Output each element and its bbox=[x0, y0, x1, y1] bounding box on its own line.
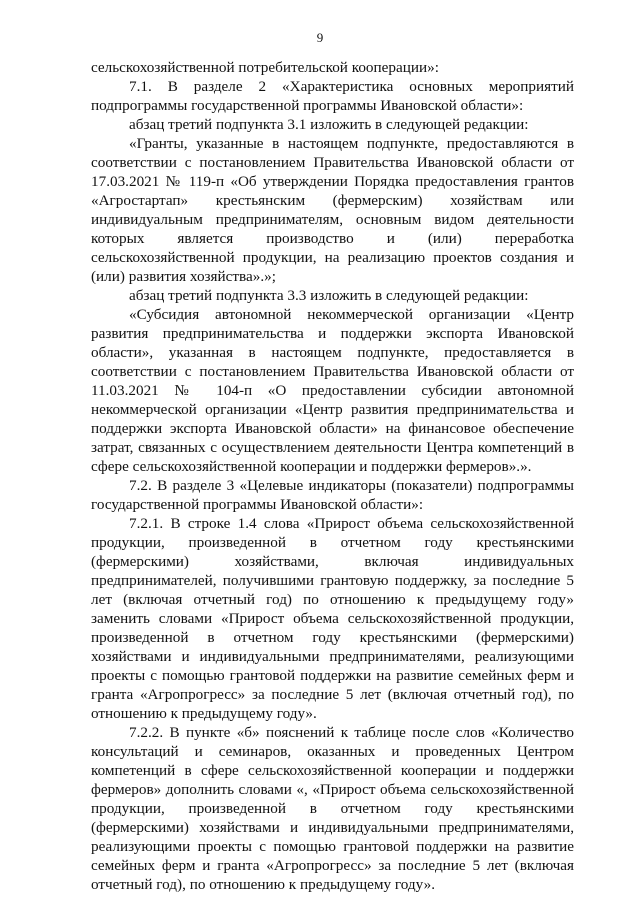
paragraph: 7.2.1. В строке 1.4 слова «Прирост объема сельскохозяйственной продукции, произведенной в отчетном году крестьянскими (фермерскими) хозяйствами, включая индивидуальных предпринимателей, получившими грантовую поддержку, за последние 5 лет (включая отчетный год) по отношению к предыдущему году» заменить словами «Прирост объема сельскохозяйственной продукции, произведенной в отчетном году крестьянскими (фермерскими) хозяйствами и индивидуальными предпринимателями, реализующими проекты с помощью грантовой поддержки на развитие семейных ферм и гранта «Агропрогресс» за последние 5 лет (включая отчетный год), по отношению к предыдущему году». bbox=[91, 515, 574, 722]
document-body bbox=[91, 58, 574, 894]
paragraph: «Субсидия автономной некоммерческой организации «Центр развития предпринимательства и поддержки экспорта Ивановской области», указанная в настоящем подпункте, предоставляется в соответствии с постановлением Правительства Ивановской области от 11.03.2021 № 104-п «О предоставлении субсидии автономной некоммерческой организации «Центр развития предпринимательства и поддержки экспорта Ивановской области» на финансовое обеспечение затрат, связанных с осуществлением деятельности Центра компетенций в сфере сельскохозяйственной кооперации и поддержки фермеров».». bbox=[91, 306, 574, 475]
paragraph: 7.1. В разделе 2 «Характеристика основных мероприятий подпрограммы государственной программы Ивановской области»: bbox=[91, 78, 574, 114]
paragraph: сельскохозяйственной потребительской кооперации»: bbox=[91, 59, 439, 76]
paragraph: 7.2.2. В пункте «б» пояснений к таблице после слов «Количество консультаций и семинаров, оказанных и проведенных Центром компетенций в сфере сельскохозяйственной кооперации и поддержки фермеров» дополнить словами «, «Прирост объема сельскохозяйственной продукции, произведенной в отчетном году крестьянскими (фермерскими) хозяйствами и индивидуальными предпринимателями, реализующими проекты с помощью грантовой поддержки на развитие семейных ферм и гранта «Агропрогресс» за последние 5 лет (включая отчетный год), по отношению к предыдущему году». bbox=[91, 724, 574, 893]
paragraph: абзац третий подпункта 3.3 изложить в следующей редакции: bbox=[129, 287, 529, 304]
paragraph: абзац третий подпункта 3.1 изложить в следующей редакции: bbox=[129, 116, 529, 133]
page-number: 9 bbox=[316, 30, 324, 45]
paragraph: «Гранты, указанные в настоящем подпункте, предоставляются в соответствии с постановлением Правительства Ивановской области от 17.03.2021 № 119-п «Об утверждении Порядка предоставления грантов «Агростартап» крестьянским (фермерским) хозяйствам или индивидуальным предпринимателям, основным видом деятельности которых является производство и (или) переработка сельскохозяйственной продукции, на реализацию проектов создания и (или) развития хозяйства».»; bbox=[91, 135, 574, 285]
paragraph: 7.2. В разделе 3 «Целевые индикаторы (показатели) подпрограммы государственной программы Ивановской области»: bbox=[91, 477, 574, 513]
